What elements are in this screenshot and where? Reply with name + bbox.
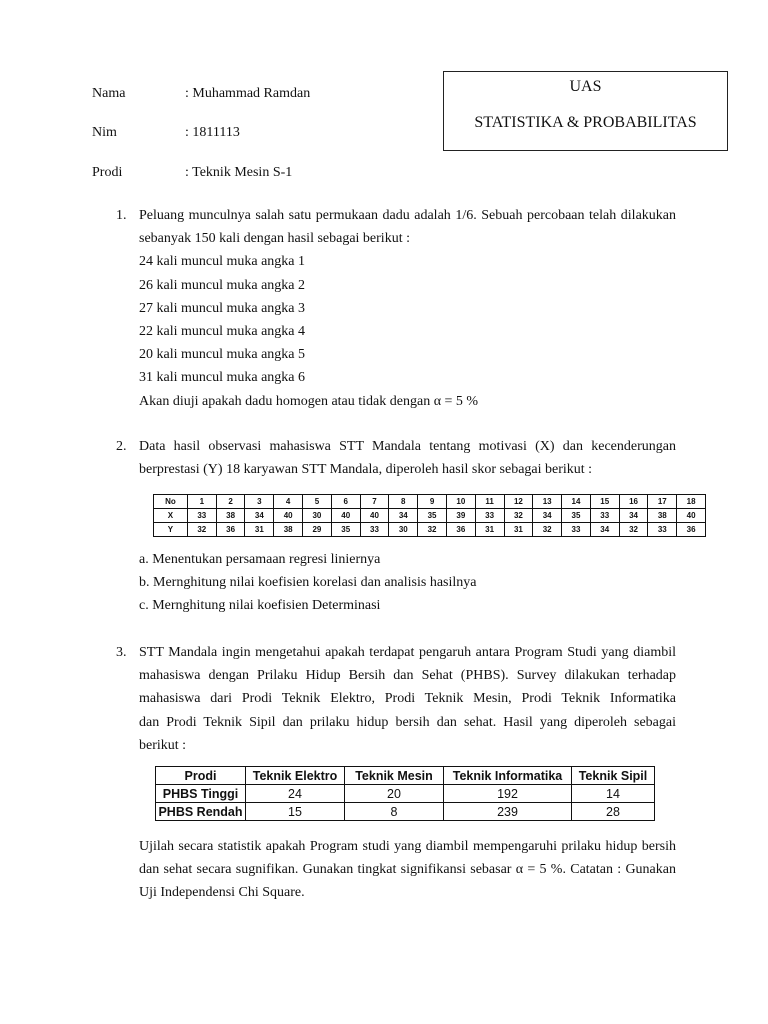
table-cell: 32 [533,523,562,537]
table-cell: 39 [446,509,475,523]
q3-instruction-line1: Ujilah secara statistik apakah Program studi yang diambil mempengaruhi prilaku hidup bersih [139,839,676,854]
question-3 [139,641,676,757]
q1-outcome: 22 kali muncul muka angka 4 [139,324,306,340]
q3-line: mahasiswa dengan Prilaku Hidup Bersih dan Sehat (PHBS). Survey dilakukan terhadap [139,668,676,684]
table-cell: 11 [475,495,504,509]
table-cell: 31 [245,523,274,537]
q2-intro-line2: berprestasi (Y) 18 karyawan STT Mandala, diperoleh hasil skor sebagai berikut : [139,462,593,478]
q2-intro-line1: Data hasil observasi mahasiswa STT Mandala tentang motivasi (X) dan kecenderungan [139,439,676,454]
table-cell: 1 [187,495,216,509]
table-cell: 4 [274,495,303,509]
table-cell: 32 [418,523,447,537]
table-cell: 34 [533,509,562,523]
column-header: Teknik Sipil [572,767,655,785]
column-header: Prodi [156,767,246,785]
table-cell: 8 [389,495,418,509]
table-cell: 15 [590,495,619,509]
table-cell: 17 [648,495,677,509]
table-cell: 15 [246,803,345,821]
q1-number: 1. [116,208,127,223]
table-cell: 35 [331,523,360,537]
q1-outcome: 26 kali muncul muka angka 2 [139,277,306,293]
table-cell: 40 [331,509,360,523]
table-cell: 38 [648,509,677,523]
table-cell: 38 [216,509,245,523]
table-cell: 30 [389,523,418,537]
table-cell: 6 [331,495,360,509]
column-header: Teknik Elektro [246,767,345,785]
table-cell: 33 [562,523,591,537]
table-cell: 239 [444,803,572,821]
question-2 [139,435,676,481]
table-cell: 38 [274,523,303,537]
table-row [156,785,655,803]
prodi-label: Prodi [92,165,123,180]
nim-value: : 1811113 [185,125,240,140]
q3-instruction [139,835,676,905]
q3-number: 3. [116,645,127,660]
exam-type: UAS [569,78,602,95]
table-cell: 7 [360,495,389,509]
table-cell: 10 [446,495,475,509]
prodi-value: : Teknik Mesin S-1 [185,165,293,180]
table-cell: 33 [475,509,504,523]
table-cell: 34 [619,509,648,523]
table-cell: 35 [562,509,591,523]
table-cell: 36 [216,523,245,537]
table-row [156,803,655,821]
q3-line: mahasiswa dari Prodi Teknik Elektro, Prodi Teknik Mesin, Prodi Teknik Informatika [139,691,676,707]
table-cell: 13 [533,495,562,509]
table-cell: 3 [245,495,274,509]
table-cell: 2 [216,495,245,509]
table-cell: 33 [360,523,389,537]
table-cell: 33 [590,509,619,523]
q3-line: STT Mandala ingin mengetahui apakah terdapat pengaruh antara Program Studi yang diambil [139,645,676,660]
nim-label: Nim [92,125,117,140]
table-header-row [156,767,655,785]
q3-instruction-line2: dan sehat secara sugnifikan. Gunakan tingkat signifikansi sebasar α = 5 %. Catatan : Gunakan [139,862,676,878]
table-row [154,495,706,509]
table-cell: 34 [245,509,274,523]
q1-outcome: 20 kali muncul muka angka 5 [139,347,306,363]
table-cell: 40 [677,509,706,523]
q2-task: a. Menentukan persamaan regresi liniernya [139,552,381,567]
table-cell: 20 [345,785,444,803]
table-cell: 14 [562,495,591,509]
table-cell: 14 [572,785,655,803]
q3-instruction-line3: Uji Independensi Chi Square. [139,885,305,901]
q1-closing: Akan diuji apakah dadu homogen atau tidak dengan α = 5 % [139,393,479,409]
row-label: Y [154,523,188,537]
row-label: PHBS Tinggi [156,785,246,803]
table-cell: 32 [619,523,648,537]
q1-intro-line2: sebanyak 150 kali dengan hasil sebagai berikut : [139,231,410,247]
table-cell: 35 [418,509,447,523]
q2-task: c. Mernghitung nilai koefisien Determinasi [139,598,381,614]
table-cell: 40 [360,509,389,523]
table-cell: 192 [444,785,572,803]
table-cell: 16 [619,495,648,509]
q2-tasks [139,548,676,618]
q2-number: 2. [116,439,127,454]
q3-line: berikut : [139,737,187,753]
table-cell: 12 [504,495,533,509]
table-cell: 33 [187,509,216,523]
phbs-table [155,766,655,821]
table-cell: 30 [303,509,332,523]
table-cell: 34 [389,509,418,523]
column-header: Teknik Mesin [345,767,444,785]
table-cell: 28 [572,803,655,821]
column-header: Teknik Informatika [444,767,572,785]
table-row [154,523,706,537]
q1-intro-line1: Peluang munculnya salah satu permukaan dadu adalah 1/6. Sebuah percobaan telah dilakukan [139,208,676,223]
table-cell: 9 [418,495,447,509]
q1-outcome: 24 kali muncul muka angka 1 [139,254,306,270]
row-label: X [154,509,188,523]
observation-table [153,494,706,537]
table-cell: 24 [246,785,345,803]
q1-outcome: 27 kali muncul muka angka 3 [139,300,306,316]
table-cell: 33 [648,523,677,537]
exam-title-box [443,71,728,151]
table-cell: 32 [504,509,533,523]
course-title: STATISTIKA & PROBABILITAS [474,114,697,131]
table-row [154,509,706,523]
row-label: No [154,495,188,509]
table-cell: 36 [677,523,706,537]
q1-outcome: 31 kali muncul muka angka 6 [139,370,306,386]
table-cell: 34 [590,523,619,537]
table-cell: 29 [303,523,332,537]
table-cell: 18 [677,495,706,509]
nama-label: Nama [92,86,126,101]
table-cell: 31 [504,523,533,537]
table-cell: 32 [187,523,216,537]
q2-task: b. Mernghitung nilai koefisien korelasi dan analisis hasilnya [139,575,477,591]
table-cell: 40 [274,509,303,523]
question-1 [139,204,676,413]
nama-value: : Muhammad Ramdan [185,86,311,101]
table-cell: 36 [446,523,475,537]
table-cell: 8 [345,803,444,821]
row-label: PHBS Rendah [156,803,246,821]
q3-line: dan Prodi Teknik Sipil dan prilaku hidup bersih dan sehat. Hasil yang diperoleh sebagai [139,714,676,730]
table-cell: 5 [303,495,332,509]
table-cell: 31 [475,523,504,537]
